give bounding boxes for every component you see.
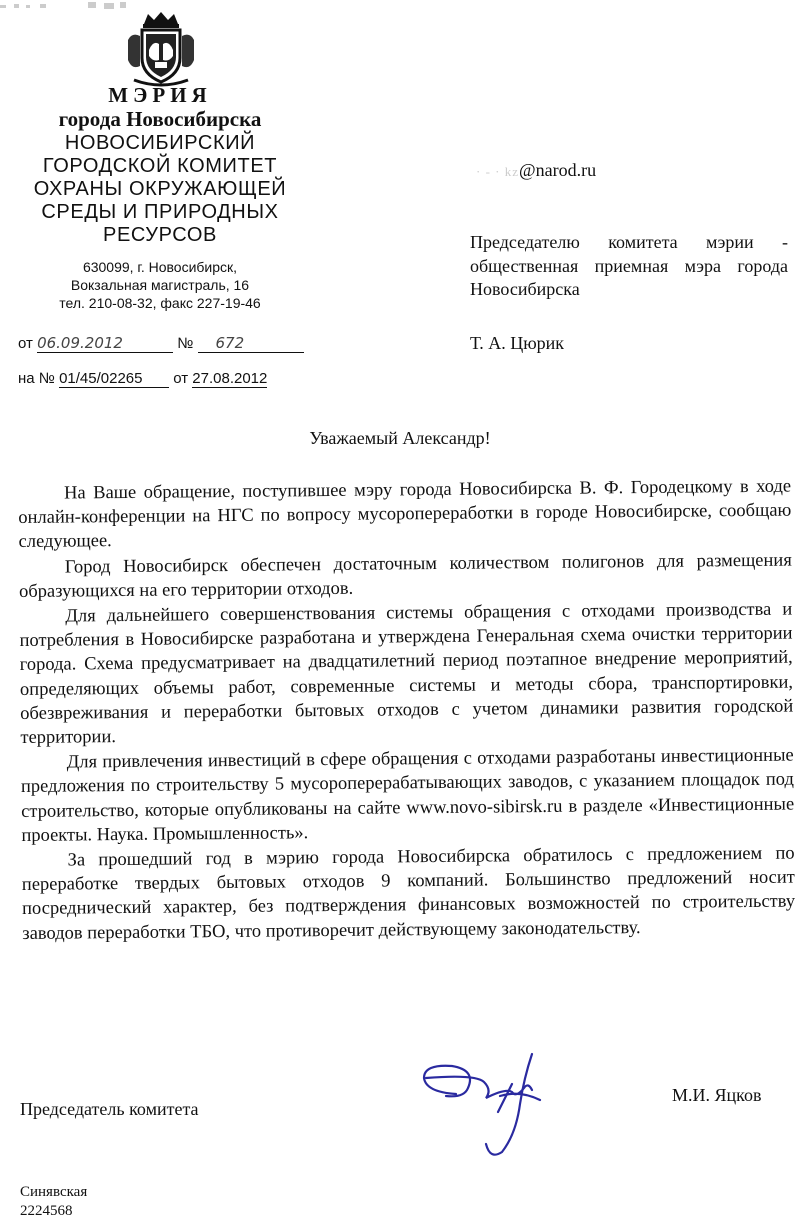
outgoing-number: 672 bbox=[215, 334, 245, 352]
from-label: от bbox=[18, 335, 33, 352]
executor-block bbox=[20, 1183, 87, 1221]
handwritten-signature bbox=[416, 1048, 556, 1166]
outgoing-number-field bbox=[198, 334, 304, 353]
addressee: Председателю комитета мэрии - общественная приемная мэра города Новосибирска bbox=[470, 232, 788, 299]
redacted-text bbox=[0, 0, 130, 14]
outgoing-date-field bbox=[37, 334, 173, 353]
committee-line: ГОРОДСКОЙ КОМИТЕТ bbox=[42, 155, 278, 177]
paragraph: На Ваше обращение, поступившее мэру города Новосибирска В. Ф. Городецкому в ходе онлайн-конференции на НГС по вопросу мусоропереработки в городе Новосибирске, сообщаю следующее. bbox=[18, 476, 792, 553]
paragraph: Для дальнейшего совершенствования системы обращения с отходами производства и потребления в Новосибирске разработана и утверждена Генеральная схема очистки территории города. Схема предусматривает на двадцатилетний период поэтапное внедрение мероприятий, определяющих объемы работ, современные системы и методы сбора, транспортировки, обезвреживания и переработки бытовых отходов с учетом динамики развития городской территории. bbox=[19, 599, 794, 749]
recipient-name: Т. А. Цюрик bbox=[470, 333, 565, 353]
number-label: № bbox=[177, 335, 194, 352]
address-line: тел. 210-08-32, факс 227-19-46 bbox=[59, 295, 261, 311]
paragraph: За прошедший год в мэрию города Новосибирска обратилось с предложением по переработке твердых бытовых отходов 9 компаний. Большинство предложений носит посреднический характер, без подтверждения финансовых возможностей по строительству заводов переработки ТБО, что противоречит действующему законодательству. bbox=[21, 843, 796, 944]
committee-name bbox=[0, 132, 320, 247]
novosibirsk-coat-of-arms-icon bbox=[122, 10, 200, 88]
salutation: Уважаемый Александр! bbox=[309, 428, 491, 448]
recipient-email bbox=[476, 160, 596, 181]
committee-line: ОХРАНЫ ОКРУЖАЮЩЕЙ bbox=[33, 178, 287, 200]
reply-reference bbox=[18, 370, 267, 388]
reply-date: 27.08.2012 bbox=[192, 370, 268, 387]
org-title: МЭРИЯ bbox=[108, 83, 212, 107]
reply-number: 01/45/02265 bbox=[59, 370, 169, 388]
committee-line: НОВОСИБИРСКИЙ bbox=[64, 132, 256, 154]
paragraph: Для привлечения инвестиций в сфере обращения с отходами разработаны инвестиционные предложения по строительству 5 мусороперерабатывающих заводов, с указанием площадок под строительство, которые опубликованы на сайте www.novo-sibirsk.ru в разделе «Инвестиционные проекты. Наука. Промышленность». bbox=[20, 745, 795, 846]
outgoing-reference bbox=[18, 334, 304, 353]
committee-line: СРЕДЫ И ПРИРОДНЫХ bbox=[41, 201, 279, 223]
signatory-title: Председатель комитета bbox=[20, 1099, 199, 1119]
executor-phone: 2224568 bbox=[20, 1203, 73, 1219]
outgoing-date: 06.09.2012 bbox=[37, 334, 123, 352]
email-user-redacted: · - · kz bbox=[476, 164, 520, 179]
letter-body bbox=[18, 475, 795, 947]
committee-line: РЕСУРСОВ bbox=[103, 224, 217, 246]
paragraph: Город Новосибирск обеспечен достаточным количеством полигонов для размещения образующихся на его территории отходов. bbox=[18, 550, 792, 602]
email-domain: @narod.ru bbox=[519, 160, 597, 180]
address-line: Вокзальная магистраль, 16 bbox=[70, 277, 250, 293]
signatory-name: М.И. Яцков bbox=[672, 1085, 762, 1105]
reply-date-label: от bbox=[173, 370, 189, 387]
address-line: 630099, г. Новосибирск, bbox=[82, 259, 238, 275]
reply-label: на № bbox=[18, 370, 55, 387]
committee-address bbox=[0, 258, 320, 312]
org-city: города Новосибирска bbox=[58, 107, 262, 131]
executor-name: Синявская bbox=[20, 1184, 88, 1200]
